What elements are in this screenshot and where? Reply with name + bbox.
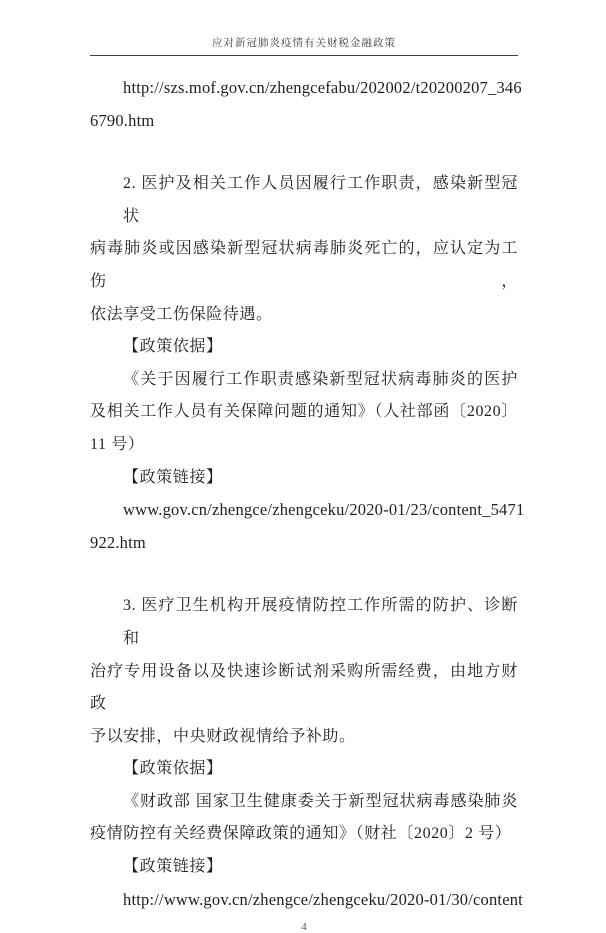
policy-link-continuation-item-1: [90, 72, 522, 137]
text-line: 及相关工作人员有关保障问题的通知》（人社部函〔2020〕: [90, 403, 518, 421]
policy-item-2: [90, 168, 525, 559]
text-line: 【政策链接】: [123, 858, 223, 876]
text-line: 依法享受工伤保险待遇。: [90, 305, 273, 323]
text-line: 疫情防控有关经费保障政策的通知》（财社〔2020〕2 号）: [90, 825, 512, 843]
text-line: 6790.htm: [90, 110, 155, 130]
text-line: 《财政部 国家卫生健康委关于新型冠状病毒感染肺炎: [123, 792, 518, 810]
text-line: http://szs.mof.gov.cn/zhengcefabu/202002/t20200207_346: [123, 78, 522, 97]
page-number: 4: [301, 921, 307, 933]
text-line: 《关于因履行工作职责感染新型冠状病毒肺炎的医护: [123, 370, 518, 388]
text-line: 【政策依据】: [123, 760, 223, 778]
text-line: 【政策依据】: [123, 338, 223, 356]
text-line: 治疗专用设备以及快速诊断试剂采购所需经费，由地方财政: [90, 662, 518, 713]
text-line: 予以安排，中央财政视情给予补助。: [90, 727, 356, 745]
text-line: http://www.gov.cn/zhengce/zhengceku/2020-01/30/content: [123, 889, 523, 909]
text-line: 11 号）: [90, 435, 145, 453]
policy-item-3: [90, 590, 523, 916]
page-header-title: 应对新冠肺炎疫情有关财税金融政策: [212, 38, 396, 49]
header-rule: [90, 55, 518, 56]
document-body: [90, 72, 525, 916]
text-line: 3. 医疗卫生机构开展疫情防控工作所需的防护、诊断和: [123, 597, 518, 647]
text-line: 病毒肺炎或因感染新型冠状病毒肺炎死亡的，应认定为工伤，: [90, 240, 518, 290]
text-line: 【政策链接】: [123, 468, 223, 486]
text-line: www.gov.cn/zhengce/zhengceku/2020-01/23/content_5471: [123, 500, 525, 520]
text-line: 922.htm: [90, 532, 146, 552]
text-line: 2. 医护及相关工作人员因履行工作职责，感染新型冠状: [123, 175, 518, 225]
